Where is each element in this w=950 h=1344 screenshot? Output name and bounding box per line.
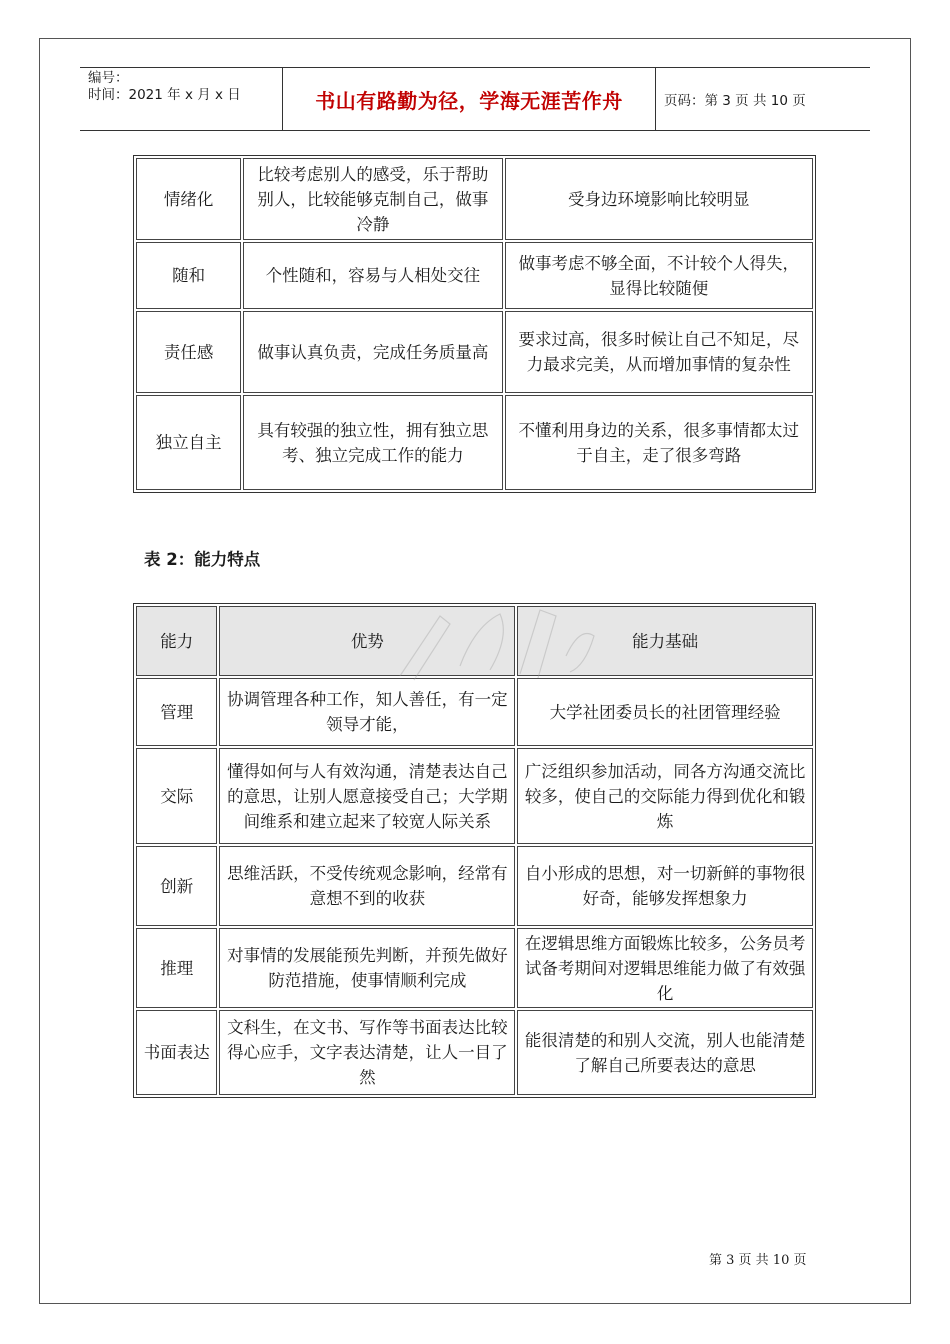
trait-name: 独立自主 bbox=[136, 395, 241, 490]
page-footer: 第 3 页 共 10 页 bbox=[709, 1253, 807, 1268]
header-motto: 书山有路勤为径，学海无涯苦作舟 bbox=[282, 68, 656, 130]
ability-name: 交际 bbox=[136, 748, 217, 844]
table-row bbox=[136, 928, 813, 1008]
column-header: 优势 bbox=[219, 606, 515, 676]
table-row bbox=[136, 846, 813, 926]
header-page-info: 页码：第 3 页 共 10 页 bbox=[664, 93, 806, 109]
document-number-label: 编号： bbox=[88, 70, 129, 86]
trait-name: 情绪化 bbox=[136, 158, 241, 240]
table-row bbox=[136, 311, 813, 393]
ability-basis: 大学社团委员长的社团管理经验 bbox=[517, 678, 813, 746]
document-date: 时间：2021 年 x 月 x 日 bbox=[88, 87, 241, 103]
ability-basis: 能很清楚的和别人交流，别人也能清楚了解自己所要表达的意思 bbox=[517, 1010, 813, 1095]
table-row bbox=[136, 678, 813, 746]
table-row bbox=[136, 1010, 813, 1095]
trait-strength: 做事认真负责，完成任务质量高 bbox=[243, 311, 502, 393]
ability-name: 创新 bbox=[136, 846, 217, 926]
trait-strength: 个性随和，容易与人相处交往 bbox=[243, 242, 502, 309]
personality-table bbox=[133, 155, 816, 493]
table-header-row bbox=[136, 606, 813, 676]
column-header: 能力 bbox=[136, 606, 217, 676]
ability-advantage: 文科生，在文书、写作等书面表达比较得心应手，文字表达清楚，让人一目了然 bbox=[219, 1010, 515, 1095]
trait-weakness: 受身边环境影响比较明显 bbox=[505, 158, 813, 240]
trait-strength: 比较考虑别人的感受，乐于帮助别人，比较能够克制自己，做事冷静 bbox=[243, 158, 502, 240]
trait-name: 随和 bbox=[136, 242, 241, 309]
table2-caption: 表 2：能力特点 bbox=[144, 550, 261, 569]
ability-table bbox=[133, 603, 816, 1098]
ability-basis: 广泛组织参加活动，同各方沟通交流比较多，使自己的交际能力得到优化和锻炼 bbox=[517, 748, 813, 844]
header-meta bbox=[88, 70, 283, 104]
column-header: 能力基础 bbox=[517, 606, 813, 676]
trait-name: 责任感 bbox=[136, 311, 241, 393]
trait-strength: 具有较强的独立性，拥有独立思考、独立完成工作的能力 bbox=[243, 395, 502, 490]
table-row bbox=[136, 242, 813, 309]
ability-basis: 自小形成的思想，对一切新鲜的事物很好奇，能够发挥想象力 bbox=[517, 846, 813, 926]
trait-weakness: 要求过高，很多时候让自己不知足，尽力最求完美，从而增加事情的复杂性 bbox=[505, 311, 813, 393]
ability-name: 管理 bbox=[136, 678, 217, 746]
ability-name: 推理 bbox=[136, 928, 217, 1008]
table-row bbox=[136, 748, 813, 844]
ability-basis: 在逻辑思维方面锻炼比较多，公务员考试备考期间对逻辑思维能力做了有效强化 bbox=[517, 928, 813, 1008]
ability-advantage: 思维活跃，不受传统观念影响，经常有意想不到的收获 bbox=[219, 846, 515, 926]
ability-advantage: 协调管理各种工作，知人善任，有一定领导才能， bbox=[219, 678, 515, 746]
table-row bbox=[136, 395, 813, 490]
table-row bbox=[136, 158, 813, 240]
trait-weakness: 不懂利用身边的关系，很多事情都太过于自主，走了很多弯路 bbox=[505, 395, 813, 490]
ability-advantage: 懂得如何与人有效沟通，清楚表达自己的意思，让别人愿意接受自己；大学期间维系和建立起来了较宽人际关系 bbox=[219, 748, 515, 844]
ability-name: 书面表达 bbox=[136, 1010, 217, 1095]
page-header bbox=[80, 67, 870, 131]
ability-advantage: 对事情的发展能预先判断，并预先做好防范措施，使事情顺利完成 bbox=[219, 928, 515, 1008]
trait-weakness: 做事考虑不够全面，不计较个人得失，显得比较随便 bbox=[505, 242, 813, 309]
